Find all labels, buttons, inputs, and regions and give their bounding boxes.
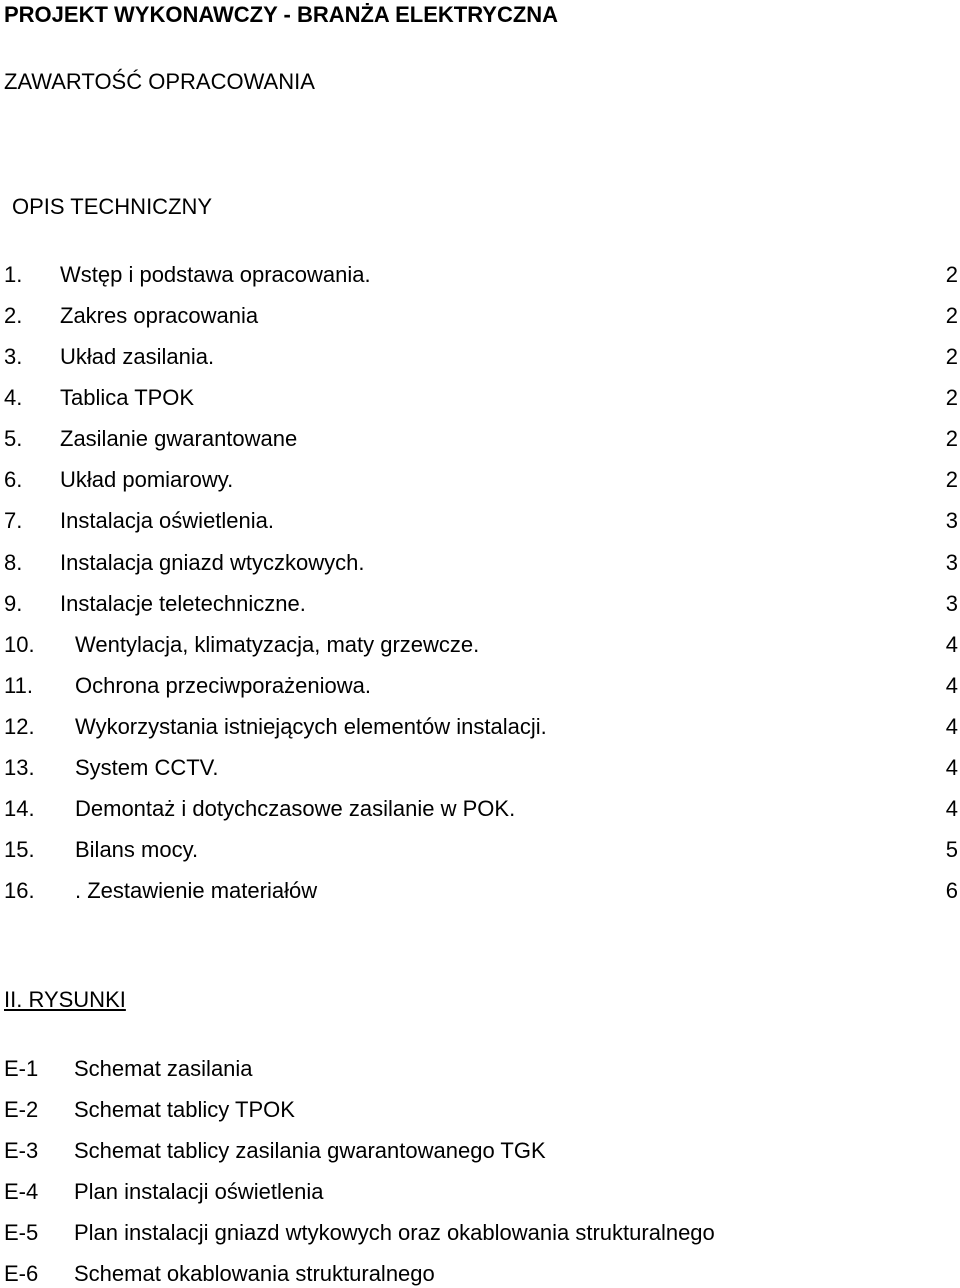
toc-item <box>0 507 960 535</box>
toc-item-title: System CCTV. <box>75 755 219 780</box>
document-title: PROJEKT WYKONAWCZY - BRANŻA ELEKTRYCZNA <box>4 2 559 27</box>
toc-item-number: 8. <box>4 550 23 575</box>
drawing-title: Plan instalacji oświetlenia <box>74 1179 324 1204</box>
toc-item <box>0 713 960 741</box>
document-subtitle: ZAWARTOŚĆ OPRACOWANIA <box>4 69 315 94</box>
toc-item-title: Instalacja oświetlenia. <box>60 508 275 533</box>
toc-item-page: 4 <box>945 755 958 780</box>
toc-item <box>0 836 960 864</box>
toc-item-title: Instalacja gniazd wtyczkowych. <box>60 550 365 575</box>
toc-section-heading: OPIS TECHNICZNY <box>12 194 213 219</box>
toc-item-title: Wentylacja, klimatyzacja, maty grzewcze. <box>75 632 480 657</box>
toc-item-number: 6. <box>4 467 23 492</box>
toc-item <box>0 466 960 494</box>
drawing-item <box>0 1260 960 1288</box>
toc-item-page: 6 <box>945 878 958 903</box>
toc-item-title: Układ zasilania. <box>60 344 215 369</box>
toc-item-number: 16. <box>4 878 35 903</box>
drawing-code: E-3 <box>4 1138 39 1163</box>
toc-item-page: 3 <box>945 591 958 616</box>
toc-item-title: Ochrona przeciwporażeniowa. <box>75 673 371 698</box>
toc-item <box>0 261 960 289</box>
toc-item-page: 3 <box>945 550 958 575</box>
drawing-title: Plan instalacji gniazd wtykowych oraz okablowania strukturalnego <box>74 1220 715 1245</box>
drawing-item <box>0 1096 960 1124</box>
drawing-code: E-1 <box>4 1056 39 1081</box>
toc-item-number: 14. <box>4 796 35 821</box>
drawing-item <box>0 1137 960 1165</box>
toc-item-number: 10. <box>4 632 35 657</box>
toc-item-page: 4 <box>945 714 958 739</box>
drawing-item <box>0 1055 960 1083</box>
toc-item-page: 2 <box>945 467 958 492</box>
toc-item-number: 7. <box>4 508 23 533</box>
toc-item <box>0 302 960 330</box>
toc-item-page: 2 <box>945 262 958 287</box>
drawing-item <box>0 1178 960 1206</box>
toc-item-page: 2 <box>945 426 958 451</box>
drawings-section-heading: II. RYSUNKI <box>4 987 126 1012</box>
drawing-title: Schemat zasilania <box>74 1056 253 1081</box>
toc-item-number: 11. <box>4 673 33 698</box>
toc-item <box>0 631 960 659</box>
toc-item-page: 2 <box>945 303 958 328</box>
toc-item-title: Instalacje teletechniczne. <box>60 591 306 616</box>
toc-item-page: 5 <box>945 837 958 862</box>
toc-item-title: Demontaż i dotychczasowe zasilanie w POK. <box>75 796 516 821</box>
toc-item <box>0 795 960 823</box>
toc-item-page: 2 <box>945 385 958 410</box>
toc-item <box>0 343 960 371</box>
drawing-title: Schemat tablicy TPOK <box>74 1097 295 1122</box>
drawing-item <box>0 1219 960 1247</box>
toc-item <box>0 590 960 618</box>
toc-item-number: 12. <box>4 714 35 739</box>
toc-item-number: 15. <box>4 837 35 862</box>
toc-item-page: 4 <box>945 673 958 698</box>
toc-item <box>0 384 960 412</box>
toc-item-title: Układ pomiarowy. <box>60 467 234 492</box>
toc-item-number: 13. <box>4 755 35 780</box>
toc-item-title: Wykorzystania istniejących elementów instalacji. <box>75 714 547 739</box>
toc-item-number: 9. <box>4 591 23 616</box>
drawing-code: E-6 <box>4 1261 39 1286</box>
toc-item-number: 2. <box>4 303 23 328</box>
toc-item <box>0 754 960 782</box>
toc-item-number: 5. <box>4 426 23 451</box>
toc-item-title: Zasilanie gwarantowane <box>60 426 298 451</box>
toc-item-page: 3 <box>945 508 958 533</box>
drawing-code: E-4 <box>4 1179 39 1204</box>
toc-item <box>0 425 960 453</box>
toc-item <box>0 877 960 905</box>
toc-item-title: Zakres opracowania <box>60 303 259 328</box>
toc-item-number: 4. <box>4 385 23 410</box>
drawing-code: E-2 <box>4 1097 39 1122</box>
drawing-title: Schemat tablicy zasilania gwarantowanego TGK <box>74 1138 546 1163</box>
toc-item-page: 4 <box>945 796 958 821</box>
toc-item-title: . Zestawienie materiałów <box>75 878 318 903</box>
drawing-title: Schemat okablowania strukturalnego <box>74 1261 435 1286</box>
drawing-code: E-5 <box>4 1220 39 1245</box>
toc-item-title: Bilans mocy. <box>75 837 199 862</box>
toc-item-title: Tablica TPOK <box>60 385 195 410</box>
toc-item <box>0 672 960 700</box>
toc-item-number: 1. <box>4 262 23 287</box>
toc-item-number: 3. <box>4 344 23 369</box>
toc-item-page: 4 <box>945 632 958 657</box>
toc-item-title: Wstęp i podstawa opracowania. <box>60 262 371 287</box>
toc-item <box>0 549 960 577</box>
toc-item-page: 2 <box>945 344 958 369</box>
